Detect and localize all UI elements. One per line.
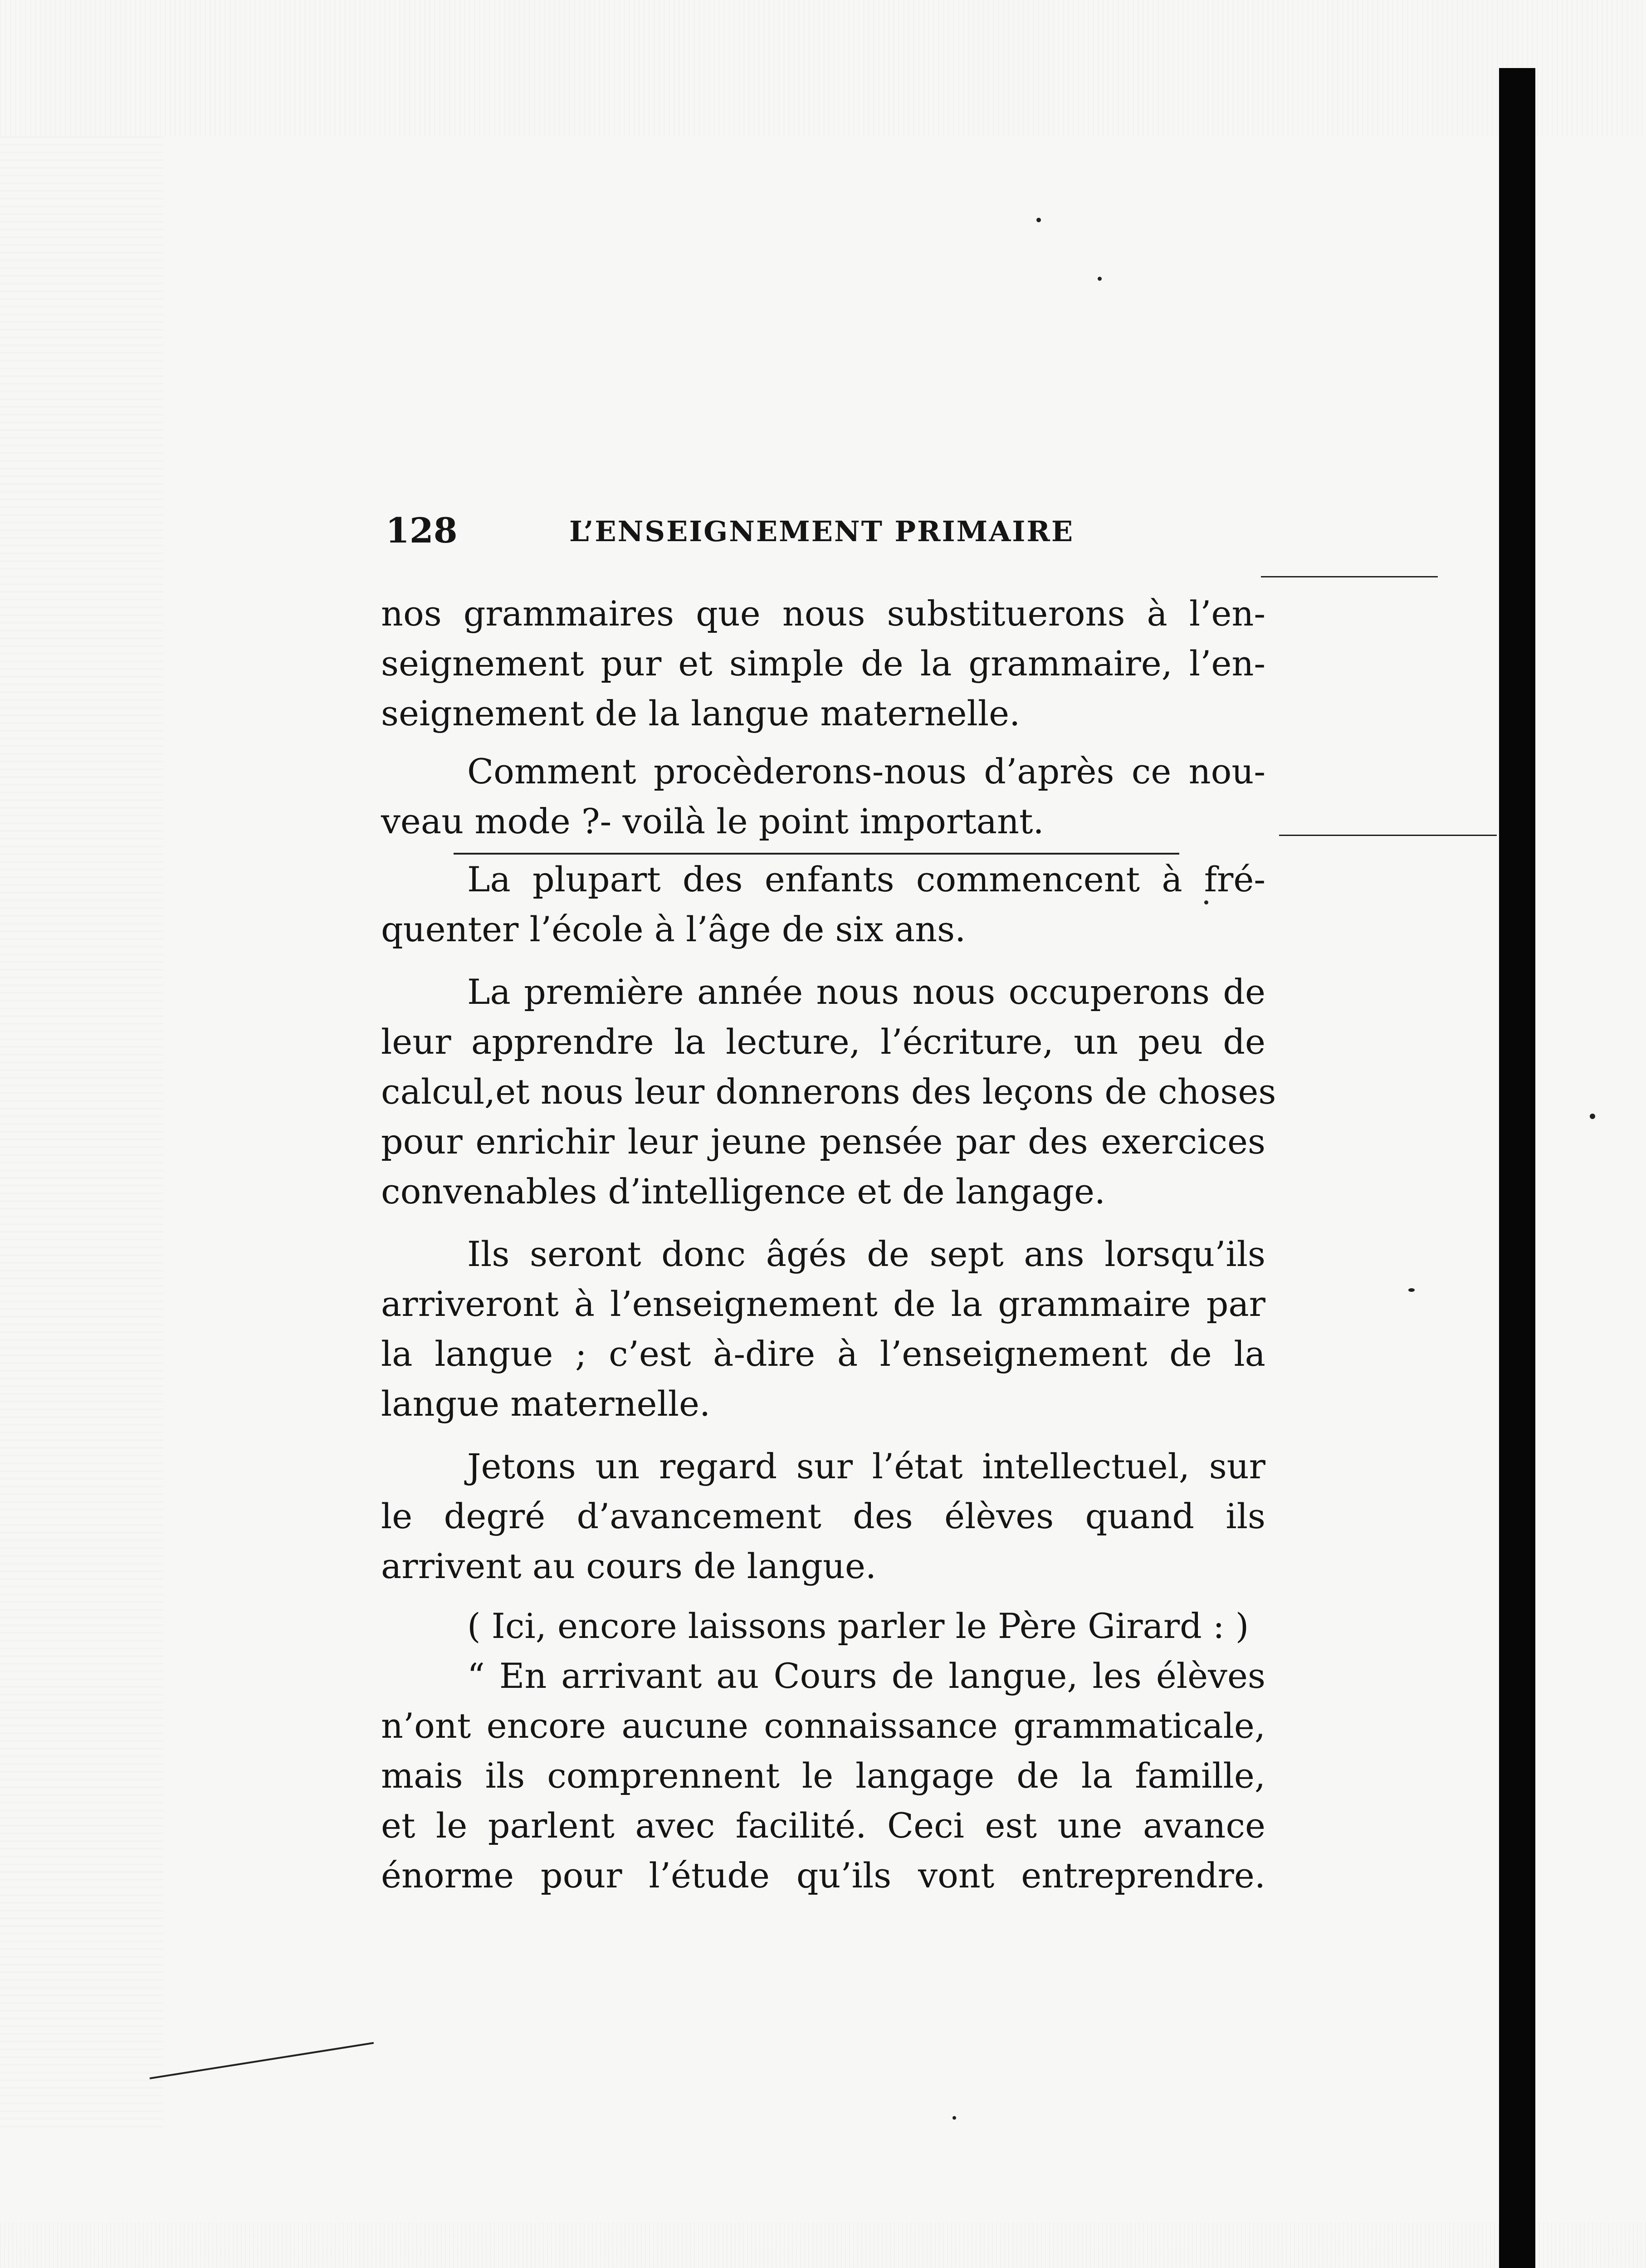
running-header xyxy=(386,510,1256,556)
text-line: Ils seront donc âgés de sept ans lorsqu’ils xyxy=(467,1234,1265,1274)
text-line: le degré d’avancement des élèves quand ils xyxy=(381,1496,1265,1536)
text-line: convenables d’intelligence et de langage. xyxy=(381,1171,1106,1212)
scan-speck xyxy=(1590,1114,1595,1119)
text-line: “ En arrivant au Cours de langue, les élèves xyxy=(467,1656,1265,1696)
scan-noise-left xyxy=(0,136,163,2132)
text-line: et le parlent avec facilité. Ceci est une avance xyxy=(381,1805,1265,1846)
scan-rule-bottom-left xyxy=(150,2042,374,2079)
text-line: Jetons un regard sur l’état intellectuel, sur xyxy=(467,1446,1265,1486)
text-line: langue maternelle. xyxy=(381,1383,711,1424)
scan-noise-top xyxy=(0,0,1646,136)
scan-speck xyxy=(1098,277,1102,281)
scan-speck xyxy=(1036,218,1041,222)
page-number: 128 xyxy=(386,510,458,551)
scan-noise-bottom xyxy=(0,2223,1646,2268)
text-line: mais ils comprennent le langage de la famille, xyxy=(381,1755,1265,1796)
scan-rule-right xyxy=(1261,576,1438,577)
text-line: calcul,et nous leur donnerons des leçons de choses xyxy=(381,1071,1276,1112)
text-line: arriveront à l’enseignement de la grammaire par xyxy=(381,1284,1265,1324)
text-line: la langue ; c’est à-dire à l’enseignement de la xyxy=(381,1334,1265,1374)
text-line: nos grammaires que nous substituerons à l’en- xyxy=(381,593,1265,634)
text-line: La plupart des enfants commencent à fré- xyxy=(467,859,1265,899)
running-head-title: L’ENSEIGNEMENT PRIMAIRE xyxy=(569,515,1075,548)
text-line: seignement de la langue maternelle. xyxy=(381,693,1021,733)
text-line: quenter l’école à l’âge de six ans. xyxy=(381,909,966,949)
page-edge-bar xyxy=(1499,68,1535,2268)
scan-rule-right-2 xyxy=(1279,835,1497,836)
text-line: arrivent au cours de langue. xyxy=(381,1546,877,1586)
text-line: veau mode ?- voilà le point important. xyxy=(381,801,1044,841)
text-line: La première année nous nous occuperons de xyxy=(467,972,1265,1012)
text-line: Comment procèderons-nous d’après ce nou- xyxy=(467,751,1265,792)
text-line: énorme pour l’étude qu’ils vont entreprendre. xyxy=(381,1855,1265,1896)
scan-speck xyxy=(952,2116,956,2120)
text-line: pour enrichir leur jeune pensée par des exercices xyxy=(381,1121,1265,1162)
text-line: ( Ici, encore laissons parler le Père Girard : ) xyxy=(467,1606,1249,1646)
text-line: n’ont encore aucune connaissance grammaticale, xyxy=(381,1706,1265,1746)
text-line: leur apprendre la lecture, l’écriture, un peu de xyxy=(381,1022,1265,1062)
scan-speck xyxy=(1408,1288,1415,1292)
text-line: seignement pur et simple de la grammaire, l’en- xyxy=(381,643,1265,684)
